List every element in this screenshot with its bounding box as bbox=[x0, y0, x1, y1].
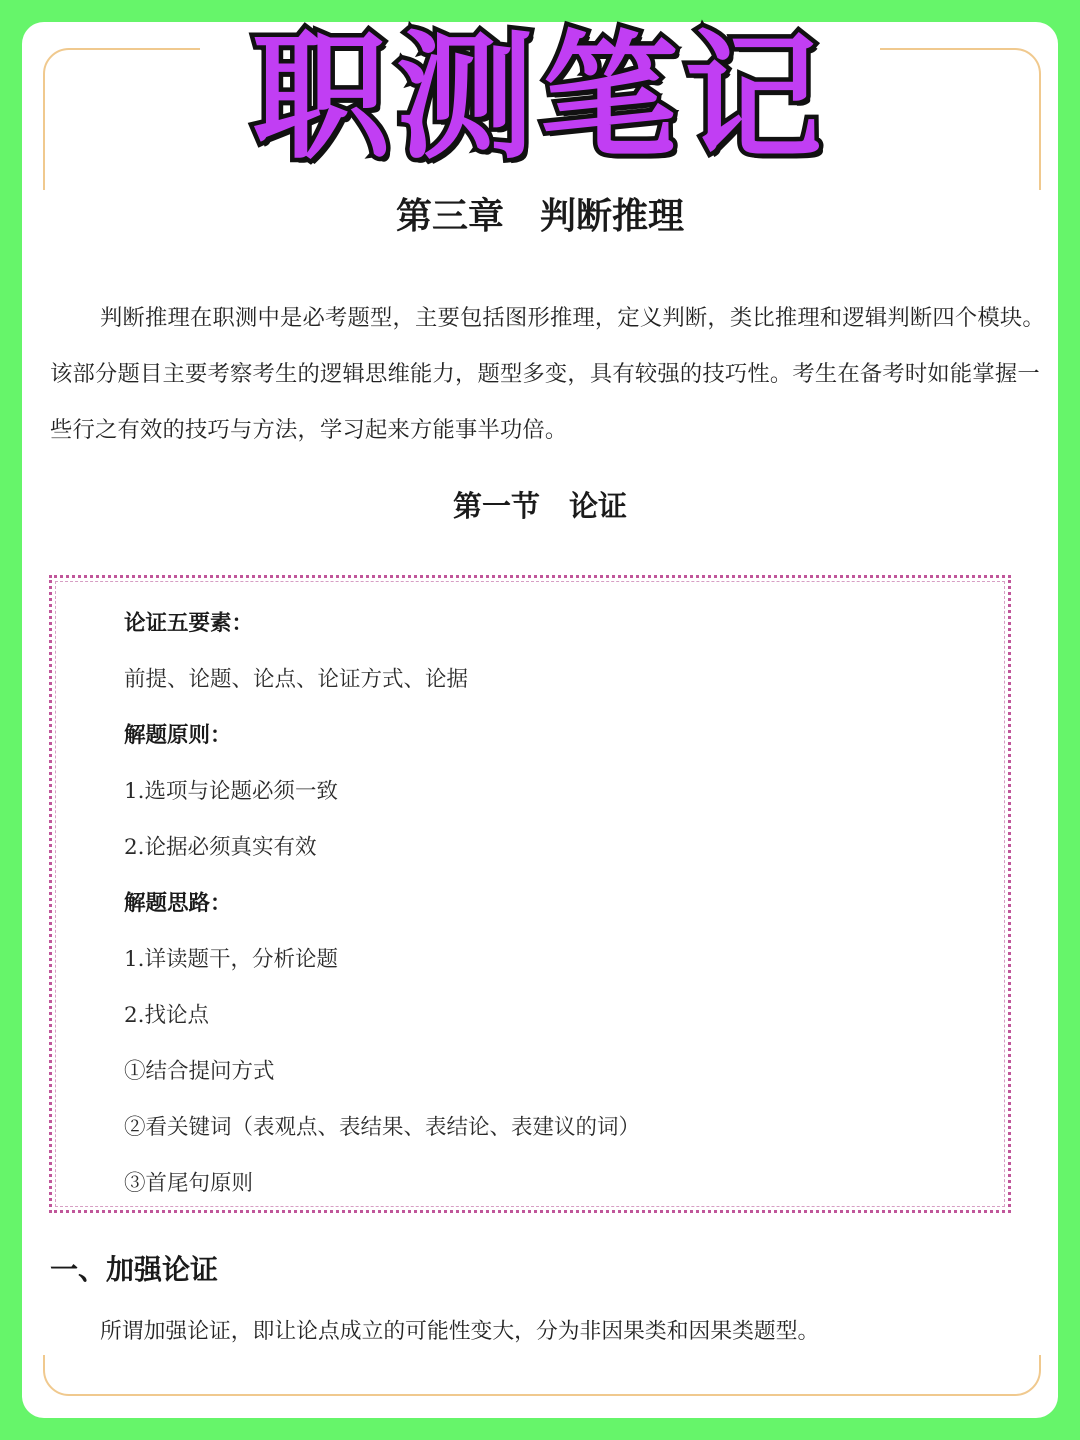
note-line: 2.找论点 bbox=[124, 1003, 210, 1028]
note-line: ③首尾句原则 bbox=[124, 1171, 254, 1196]
banner-title: 职测笔记 bbox=[251, 17, 828, 178]
note-line: 1.详读题干，分析论题 bbox=[124, 947, 339, 972]
note-line: ①结合提问方式 bbox=[124, 1059, 275, 1084]
subsection-paragraph: 所谓加强论证，即让论点成立的可能性变大，分为非因果类和因果类题型。 bbox=[100, 1319, 820, 1344]
note-line: 前提、论题、论点、论证方式、论据 bbox=[124, 667, 469, 692]
subsection-title: 一、加强论证 bbox=[50, 1253, 219, 1286]
note-line: 解题思路： bbox=[124, 891, 232, 916]
note-line: 2.论据必须真实有效 bbox=[124, 835, 317, 860]
chapter-title: 第三章 判断推理 bbox=[395, 196, 684, 237]
note-line: ②看关键词（表观点、表结果、表结论、表建议的词） bbox=[124, 1115, 641, 1140]
section-title: 第一节 论证 bbox=[452, 489, 627, 523]
note-line: 解题原则： bbox=[124, 723, 232, 748]
note-list bbox=[124, 596, 984, 1212]
intro-paragraph: 判断推理在职测中是必考题型，主要包括图形推理，定义判断，类比推理和逻辑判断四个模块。该部分题目主要考察考生的逻辑思维能力，题型多变，具有较强的技巧性。考生在备考时如能掌握一些行之有效的技巧与方法，学习起来方能事半功倍。 bbox=[50, 305, 1045, 443]
note-line: 论证五要素： bbox=[124, 611, 254, 636]
note-line: 1.选项与论题必须一致 bbox=[124, 779, 339, 804]
